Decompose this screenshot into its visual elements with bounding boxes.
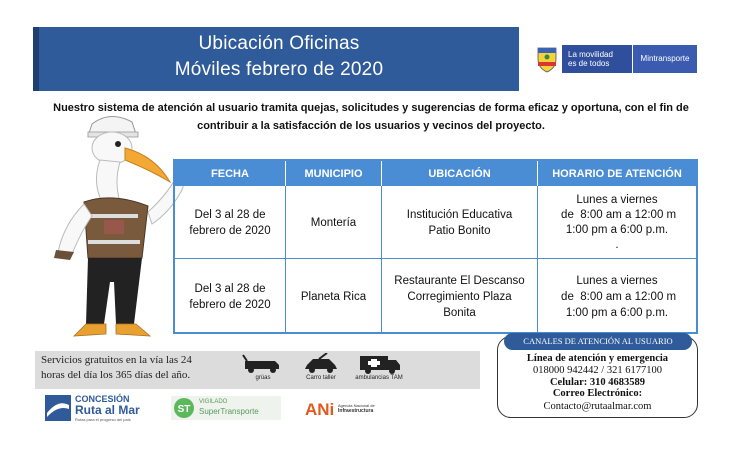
table-cell-text: Lunes a viernes <box>576 194 658 206</box>
services-text-line1: Servicios gratuitos en la vía las 24 <box>41 354 192 366</box>
service-label: ambulancias TAM <box>355 375 403 381</box>
service-label: grúas <box>255 375 271 381</box>
concesion-line1: CONCESIÓN <box>75 394 130 404</box>
table-row-1-horario <box>538 188 696 258</box>
government-logo <box>534 44 697 74</box>
table-cell-text: Lunes a viernes <box>576 275 658 287</box>
schedule-table <box>173 159 698 334</box>
concesion-tagline: Rutas para el progreso del país <box>75 417 131 422</box>
table-cell-text: febrero de 2020 <box>189 299 271 311</box>
table-header-ubicacion: UBICACIÓN <box>382 161 537 186</box>
table-cell-text: . <box>615 239 619 251</box>
supertransporte-logo <box>171 396 281 420</box>
ambulance-icon <box>356 353 402 375</box>
table-header-horario: HORARIO DE ATENCIÓN <box>538 161 696 186</box>
email-address: Contacto@rutaalmar.com <box>543 401 652 412</box>
table-row-1-municipio <box>286 188 381 258</box>
table-cell-text: Montería <box>310 217 357 229</box>
table-cell-text: Del 3 al 28 de <box>194 209 266 221</box>
table-row-2-horario <box>538 260 696 334</box>
table-row-2-fecha <box>175 260 285 334</box>
services-text-line2: horas del día los 365 días del año. <box>41 369 191 381</box>
title-banner <box>33 27 519 91</box>
service-item-carro-taller <box>293 353 349 381</box>
channels-header: CANALES DE ATENCIÓN AL USUARIO <box>504 333 692 350</box>
ministry-label: Mintransporte <box>633 45 697 73</box>
ruta-al-mar-logo-icon <box>45 395 71 421</box>
contact-channels-box <box>497 336 698 418</box>
table-header-municipio: MUNICIPIO <box>286 161 381 186</box>
table-row-1-fecha <box>175 188 285 258</box>
email-label: Correo Electrónico: <box>552 388 643 399</box>
free-services-bar <box>35 351 480 389</box>
intro-line2: contribuir a la satisfacción de los usuarios y vecinos del proyecto. <box>197 120 545 132</box>
table-cell-text: Planeta Rica <box>300 291 367 303</box>
table-cell-text: de 8:00 am a 12:00 m <box>557 291 677 303</box>
services-text <box>41 353 241 383</box>
table-cell-text: Del 3 al 28 de <box>194 283 266 295</box>
gov-tagline-line1: La movilidad <box>568 50 613 59</box>
service-item-grua <box>235 353 291 381</box>
colombia-shield-icon <box>534 45 560 73</box>
page-title-line2: Móviles febrero de 2020 <box>174 59 384 80</box>
ani-line2: Infraestructura <box>338 408 374 414</box>
st-line1: VIGILADO <box>199 399 228 405</box>
intro-line1: Nuestro sistema de atención al usuario tramita quejas, solicitudes y sugerencias de forma eficaz y oportuna, con el fin de <box>53 102 689 114</box>
service-item-ambulancia <box>351 353 407 381</box>
svg-text:ANi: ANi <box>305 400 335 419</box>
service-car-icon <box>299 353 343 375</box>
table-cell-text: 1:00 pm a 6:00 p.m. <box>565 307 669 319</box>
ani-logo-icon <box>305 397 335 419</box>
table-header-fecha: FECHA <box>175 161 285 186</box>
gov-tagline <box>562 45 632 73</box>
table-cell-text: de 8:00 am a 12:00 m <box>557 209 677 221</box>
row-divider <box>175 258 696 259</box>
concesion-line2: Ruta al Mar <box>75 403 140 417</box>
st-line2: SuperTransporte <box>199 407 259 416</box>
service-label: Carro taller <box>306 375 336 381</box>
ani-line1: Agencia Nacional de <box>338 403 375 408</box>
svg-text:ST: ST <box>177 404 191 415</box>
concesion-ruta-al-mar-logo <box>45 394 165 424</box>
table-cell-text: febrero de 2020 <box>189 225 271 237</box>
table-row-2-municipio <box>286 260 381 334</box>
page-title-line1: Ubicación Oficinas <box>198 33 360 54</box>
table-row-1-ubicacion <box>382 188 537 258</box>
table-row-2-ubicacion <box>382 260 537 334</box>
table-cell-text: Restaurante El Descanso <box>394 275 525 287</box>
emergency-line-title: Línea de atención y emergencia <box>526 353 669 364</box>
table-cell-text: Patio Bonito <box>428 225 491 237</box>
ani-logo <box>305 397 395 421</box>
phone-numbers: 018000 942442 / 321 6177100 <box>533 365 662 376</box>
table-cell-text: Corregimiento Plaza <box>407 291 512 303</box>
cellular-number: Celular: 310 4683589 <box>549 377 646 388</box>
table-cell-text: Bonita <box>443 307 476 319</box>
gov-tagline-line2: es de todos <box>568 59 610 68</box>
table-cell-text: Institución Educativa <box>406 209 513 221</box>
tow-truck-icon <box>241 353 285 375</box>
supertransporte-icon <box>173 397 195 419</box>
table-cell-text: 1:00 pm a 6:00 p.m. <box>565 224 669 236</box>
